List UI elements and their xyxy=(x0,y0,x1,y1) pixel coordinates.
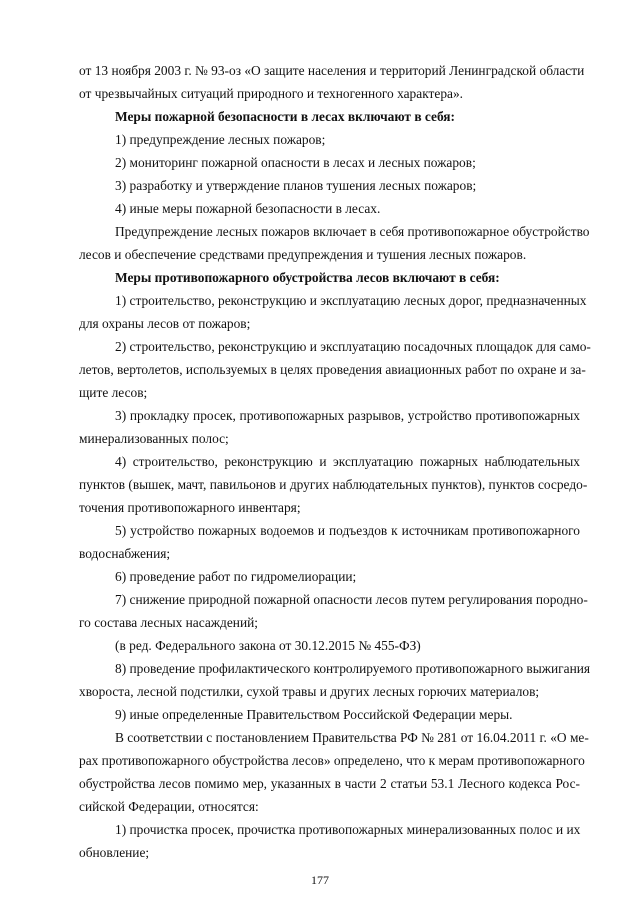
text-line: лесов и обеспечение средствами предупреждения и тушения лесных пожаров. xyxy=(79,247,527,262)
list-item: 2) строительство, реконструкцию и эксплуатацию посадочных площадок для само- xyxy=(115,339,591,354)
text-line: обустройства лесов помимо мер, указанных в части 2 статьи 53.1 Лесного кодекса Рос- xyxy=(79,776,580,791)
list-item: 3) разработку и утверждение планов тушения лесных пожаров; xyxy=(115,178,477,193)
list-item: 2) мониторинг пожарной опасности в лесах и лесных пожаров; xyxy=(115,155,476,170)
list-item: 5) устройство пожарных водоемов и подъездов к источникам противопожарного xyxy=(115,523,580,538)
list-item: 3) прокладку просек, противопожарных разрывов, устройство противопожарных xyxy=(115,408,580,423)
text-line: В соответствии с постановлением Правительства РФ № 281 от 16.04.2011 г. «О ме- xyxy=(115,730,589,745)
section-heading: Меры пожарной безопасности в лесах включают в себя: xyxy=(115,109,456,124)
text-line: от 13 ноября 2003 г. № 93-оз «О защите населения и территорий Ленинградской области xyxy=(79,63,585,78)
text-line: минерализованных полос; xyxy=(79,431,229,446)
page-number: 177 xyxy=(311,873,329,887)
text-line: щите лесов; xyxy=(79,385,148,400)
list-item: 1) прочистка просек, прочистка противопожарных минерализованных полос и их xyxy=(115,822,581,837)
text-line: го состава лесных насаждений; xyxy=(79,615,259,630)
list-item: 8) проведение профилактического контролируемого противопожарного выжигания xyxy=(115,661,591,676)
text-line: Предупреждение лесных пожаров включает в себя противопожарное обустройство xyxy=(115,224,590,239)
text-line: рах противопожарного обустройства лесов» определено, что к мерам противопожарного xyxy=(79,753,585,768)
list-item: 9) иные определенные Правительством Российской Федерации меры. xyxy=(115,707,513,722)
list-item: 7) снижение природной пожарной опасности лесов путем регулирования породно- xyxy=(115,592,588,607)
text-line: пунктов (вышек, мачт, павильонов и других наблюдательных пунктов), пунктов сосредо- xyxy=(79,477,588,492)
list-item: 1) предупреждение лесных пожаров; xyxy=(115,132,326,147)
text-line: от чрезвычайных ситуаций природного и техногенного характера». xyxy=(79,86,463,101)
section-heading: Меры противопожарного обустройства лесов включают в себя: xyxy=(115,270,500,285)
text-line: для охраны лесов от пожаров; xyxy=(79,316,251,331)
text-line: обновление; xyxy=(79,845,150,860)
list-item: 4) строительство, реконструкцию и эксплуатацию пожарных наблюдательных xyxy=(115,454,580,469)
list-item: 1) строительство, реконструкцию и эксплуатацию лесных дорог, предназначенных xyxy=(115,293,587,308)
amendment-note: (в ред. Федерального закона от 30.12.2015 № 455-ФЗ) xyxy=(115,638,421,653)
text-line: точения противопожарного инвентаря; xyxy=(79,500,301,515)
text-line: хвороста, лесной подстилки, сухой травы и других лесных горючих материалов; xyxy=(79,684,540,699)
text-line: сийской Федерации, относятся: xyxy=(79,799,259,814)
list-item: 6) проведение работ по гидромелиорации; xyxy=(115,569,357,584)
list-item: 4) иные меры пожарной безопасности в лесах. xyxy=(115,201,381,216)
text-line: водоснабжения; xyxy=(79,546,171,561)
text-line: летов, вертолетов, используемых в целях проведения авиационных работ по охране и за- xyxy=(79,362,586,377)
